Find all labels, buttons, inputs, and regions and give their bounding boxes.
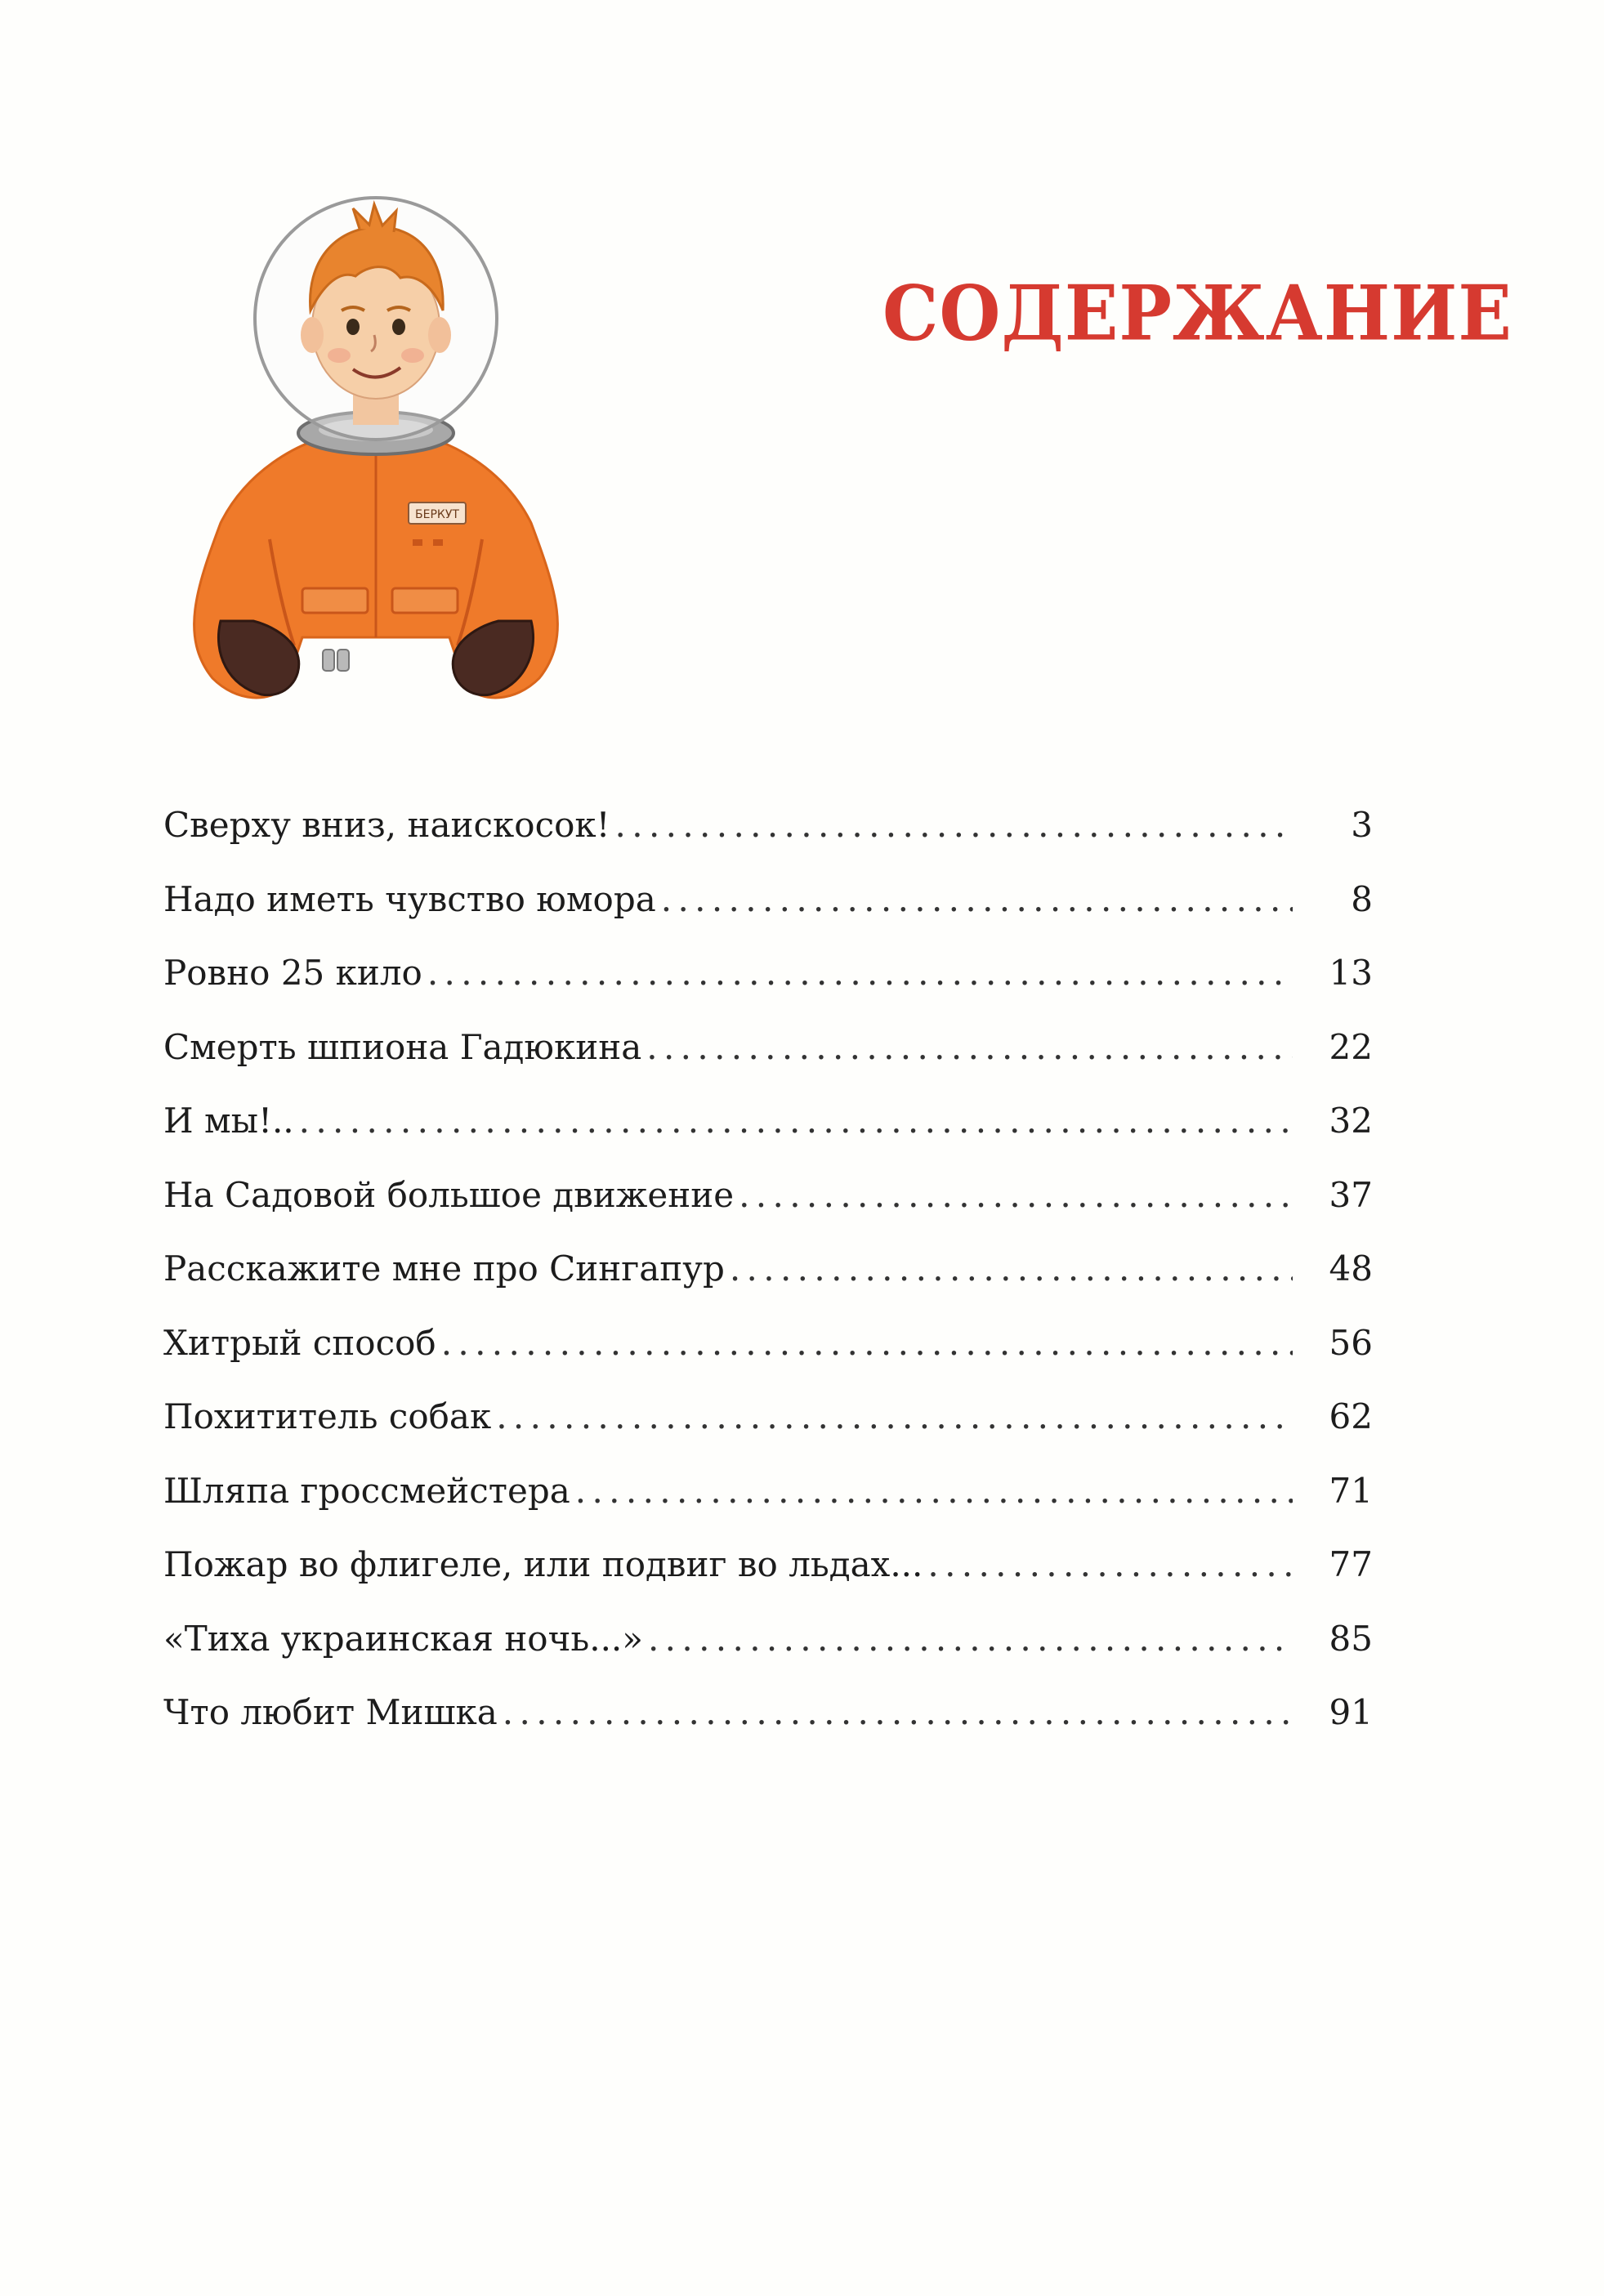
toc-entry[interactable] <box>163 949 1373 1023</box>
toc-entry-page: 71 <box>1329 1470 1373 1511</box>
dot-leader <box>615 801 1293 850</box>
dot-leader <box>661 875 1293 924</box>
page-title: СОДЕРЖАНИЕ <box>882 268 1512 358</box>
badge-text: БЕРКУТ <box>415 508 459 521</box>
dot-leader <box>441 1319 1293 1368</box>
toc-entry-page: 37 <box>1329 1174 1373 1215</box>
toc-entry-title: Надо иметь чувство юмора <box>163 878 656 919</box>
dot-leader <box>503 1688 1293 1737</box>
toc-entry[interactable] <box>163 1540 1373 1615</box>
toc-entry-page: 85 <box>1329 1618 1373 1659</box>
toc-entry-title: Сверху вниз, наискосок! <box>163 805 610 845</box>
toc-entry[interactable] <box>163 1319 1373 1393</box>
toc-entry[interactable] <box>163 1467 1373 1541</box>
toc-entry[interactable] <box>163 1171 1373 1245</box>
toc-entry-title: «Тиха украинская ночь...» <box>163 1618 643 1659</box>
table-of-contents <box>163 801 1373 1762</box>
toc-entry-page: 13 <box>1329 953 1373 993</box>
toc-entry-page: 3 <box>1351 805 1373 845</box>
toc-entry-title: Хитрый способ <box>163 1322 436 1363</box>
dot-leader <box>646 1023 1293 1072</box>
toc-entry[interactable] <box>163 1244 1373 1319</box>
toc-entry-page: 62 <box>1329 1396 1373 1436</box>
toc-entry-page: 91 <box>1329 1692 1373 1732</box>
dot-leader <box>648 1615 1293 1664</box>
toc-entry-title: И мы!.. <box>163 1101 294 1141</box>
toc-entry-page: 56 <box>1329 1322 1373 1363</box>
toc-entry[interactable] <box>163 1097 1373 1171</box>
dot-leader <box>496 1392 1293 1441</box>
toc-entry-title: Ровно 25 кило <box>163 953 422 993</box>
toc-entry-title: Пожар во флигеле, или подвиг во льдах... <box>163 1544 923 1584</box>
toc-entry-page: 8 <box>1351 878 1373 919</box>
dot-leader <box>427 949 1293 998</box>
toc-entry-title: Смерть шпиона Гадюкина <box>163 1026 642 1067</box>
toc-entry[interactable] <box>163 1023 1373 1097</box>
dot-leader <box>299 1097 1293 1146</box>
dot-leader <box>730 1244 1293 1293</box>
dot-leader <box>739 1171 1293 1220</box>
toc-entry-page: 32 <box>1329 1101 1373 1141</box>
toc-entry-title: Что любит Мишка <box>163 1692 498 1732</box>
toc-entry[interactable] <box>163 1392 1373 1467</box>
toc-entry[interactable] <box>163 1615 1373 1689</box>
dot-leader <box>575 1467 1293 1516</box>
toc-entry-title: Похититель собак <box>163 1396 492 1436</box>
toc-entry-title: Расскажите мне про Сингапур <box>163 1249 725 1289</box>
toc-entry-page: 77 <box>1329 1544 1373 1584</box>
toc-entry[interactable] <box>163 1688 1373 1762</box>
toc-entry-title: Шляпа гроссмейстера <box>163 1470 570 1511</box>
astronaut-boy-illustration <box>163 180 588 735</box>
dot-leader <box>927 1540 1293 1589</box>
toc-entry-page: 22 <box>1329 1026 1373 1067</box>
toc-entry[interactable] <box>163 801 1373 875</box>
toc-entry-page: 48 <box>1329 1249 1373 1289</box>
toc-entry-title: На Садовой большое движение <box>163 1174 735 1215</box>
toc-entry[interactable] <box>163 875 1373 949</box>
